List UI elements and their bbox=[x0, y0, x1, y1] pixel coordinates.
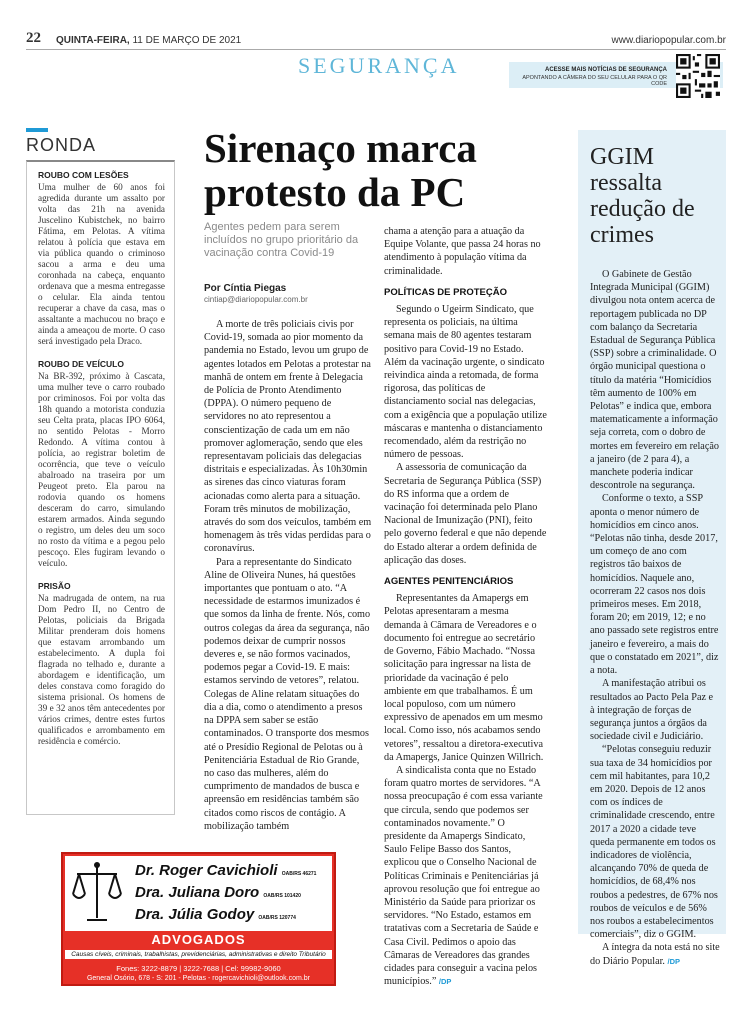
qr-code-icon[interactable] bbox=[676, 54, 720, 98]
ronda-column bbox=[26, 160, 175, 815]
qr-promo-line1: ACESSE MAIS NOTÍCIAS DE SEGURANÇA bbox=[544, 67, 667, 73]
article-paragraph: Representantes da Amapergs em Pelotas apresentaram a mesma demanda à Câmara de Vereadores e o documento foi entregue ao secretário de Governo, Fábio Machado. “Nossa solicitação para ingressar na lista de prioridade da vacinação é pelo ambiente em que trabalhamos. É um local populoso, com um número expressivo de apenados em um mesmo local. Como isso, nós acabamos sendo vetores”, ressaltou a diretora-executiva da Amapergs, Janice Quinzen Willrich. bbox=[384, 593, 544, 763]
issue-date bbox=[56, 35, 241, 46]
ad-names-panel bbox=[65, 856, 332, 931]
article-subheading: POLÍTICAS DE PROTEÇÃO bbox=[384, 286, 507, 298]
sidebar-paragraph: A manifestação atribui os resultados ao Pacto Pela Paz e à integração de forças de segurança juntos a órgãos da sociedade civil e Judiciário. bbox=[590, 678, 714, 743]
scales-of-justice-icon bbox=[71, 860, 123, 926]
ad-address: General Osório, 678 - S: 201 - Pelotas - rogercavichioli@outlook.com.br bbox=[86, 975, 311, 982]
article-paragraph: A assessoria de comunicação da Secretaria de Segurança Pública (SSP) do RS informa que a ordem de vacinação foi determinada pelo Plano Nacional de Imunização (PNI), feito pelo governo federal e que não depende do Estado alterar a ordem definida de aplicação das doses. bbox=[384, 462, 547, 566]
sidebar-signature: /DP bbox=[667, 956, 681, 966]
ronda-text: Na madrugada de ontem, na rua Dom Pedro II, no Centro de Pelotas, policiais da Brigada Militar prenderam dois homens que estavam arrombando um estabelecimento. A dupla foi flagrada no telhado e, durante a abordagem e identificação, um deles constava como foragido do sistema prisional. Os homens de 39 e 32 anos têm antecedentes por vários crimes, dentre estes furtos qualificados e arrombamento em residência e comércio. bbox=[38, 593, 165, 746]
article-paragraph: Segundo o Ugeirm Sindicato, que representa os policiais, na última semana mais de 80 agentes testaram positivo para Covid-19 no Estado. Além da vacinação urgente, o sindicato reivindica ainda a retomada, de forma rigorosa, das políticas de distanciamento social nas delegacias, com a exigência que a população utilize máscaras e mantenha o distanciamento recomendado, além da restrição no número de pessoas. bbox=[384, 304, 547, 461]
sidebar-body bbox=[590, 268, 720, 968]
article-paragraph: Para a representante do Sindicato Aline de Oliveira Nunes, há questões importantes que pontuam o ato. “A necessidade de estarmos imunizados é que somos da linha de frente. Nós, como outros colegas da área da segurança, não podemos deixar de cumprir nossos deveres e, se não formos vacinados, podemos pegar a Covid-19. E mais: estamos servindo de vetores”, relatou. Colegas de Aline relatam situações do dia a dia, como o atendimento a presos na DPPA sem saber se estão contaminados. O transporte dos mesmos até o Presídio Regional de Pelotas ou à Penitenciária Estadual de Rio Grande, no caso das mulheres, além do cumprimento de mandados de busca e apreensão em residências também são citados como riscos de contágio. A mobilização também bbox=[204, 556, 371, 832]
section-title: SEGURANÇA bbox=[298, 53, 460, 78]
ronda-heading: ROUBO DE VEÍCULO bbox=[38, 359, 124, 369]
site-url[interactable]: www.diariopopular.com.br bbox=[611, 35, 726, 46]
ggim-sidebar bbox=[578, 130, 726, 967]
lawyer-oab: OAB/RS 101420 bbox=[263, 893, 301, 899]
article-paragraph: A morte de três policiais civis por Covid-19, somada ao pior momento da pandemia no Estado, levou um grupo de agentes lotados em Pelotas a protestar na manhã de ontem em frente à Delegacia de Polícia de Pronto Atendimento (DPPA). O número pequeno de servidores no ato representou a conscientização de cada um em não promover aglomeração, sendo que eles representavam policiais das delegacias distritais e especializadas. Às 10h30min as sirenes das cinco viaturas foram acionadas como alerta para a situação. Foram três minutos de mobilização, através do som dos veículos, também em homenagem às três vidas perdidas para o coronavírus. bbox=[204, 319, 372, 555]
sidebar-paragraph: O Gabinete de Gestão Integrada Municipal (GGIM) divulgou nota ontem acerca de reportagem publicada no DP com balanço da Secretaria Estadual de Segurança Pública (SSP) sobre a criminalidade. O órgão municipal questiona o título da matéria “Homicídios têm aumento de 100% em Pelotas” e indica que, embora matematicamente a informação seja correta, com o dobro de mortes em fevereiro em relação a janeiro (de 2 para 4), a manchete poderia indicar descontrole na segurança. bbox=[590, 269, 719, 492]
ad-practice-areas: Causas cíveis, criminais, trabalhistas, previdenciárias, administrativas e direito Tributário bbox=[65, 950, 332, 959]
sidebar-paragraph: Conforme o texto, a SSP aponta o menor número de homicídios em cinco anos. “Pelotas não tinha, desde 2017, um começo de ano com registros tão baixos de homicídios. Naquele ano, ocorreram 22 casos nos dois primeiros meses. Em 2018, foram 20; em 2019, 12; e no ano passado sete registros entre janeiro e fevereiro, a mais do que o constatado em 2021”, diz a nota. bbox=[590, 493, 719, 677]
date-text: 11 DE MARÇO DE 2021 bbox=[129, 35, 242, 46]
article-paragraph: chama a atenção para a atuação da Equipe Volante, que passa 24 horas no atendimento à população vítima da criminalidade. bbox=[384, 226, 541, 277]
article-paragraph bbox=[384, 764, 547, 988]
article-signature: /DP bbox=[438, 977, 452, 987]
lawyer-oab: OAB/RS 46271 bbox=[281, 871, 317, 877]
ronda-text: Uma mulher de 60 anos foi agredida durante um assalto por volta das 21h na avenida Juscelino Kubistchek, no bairro Fátima, em Pelotas. A vítima relatou à polícia que estava em via pública quando o criminoso sacou a arma e deu uma coronhada na cabeça, enquanto ordenava que a mesma entregasse o celular. Ela ainda tentou recuperar a chave da casa, mas o assaltante a machucou no braço e ainda a ameaçou de morte. O caso será investigado pela Draco. bbox=[38, 182, 165, 346]
lawyer-name-text: Dr. Roger Cavichioli bbox=[135, 862, 278, 879]
ronda-title: RONDA bbox=[26, 135, 97, 155]
ad-phones: Fones: 3222-8879 | 3222-7688 | Cel: 99982-9060 bbox=[116, 964, 281, 973]
lawyer-name-text: Dra. Juliana Doro bbox=[135, 884, 260, 901]
author-email[interactable]: cintiap@diariopopular.com.br bbox=[204, 295, 308, 304]
lawyer-name bbox=[135, 884, 301, 901]
article-subhead: Agentes pedem para serem incluídos no grupo prioritário da vacinação contra Covid-19 bbox=[204, 221, 359, 259]
lawyer-name bbox=[135, 862, 316, 879]
law-firm-ad[interactable] bbox=[61, 852, 336, 986]
lawyer-oab: OAB/RS 120774 bbox=[258, 915, 296, 921]
article-subheading: AGENTES PENITENCIÁRIOS bbox=[384, 576, 514, 588]
page-number: 22 bbox=[26, 30, 41, 46]
article-column-2 bbox=[384, 225, 547, 988]
article-author: Por Cíntia Piegas bbox=[204, 283, 287, 294]
ronda-text: Na BR-392, próximo à Cascata, uma mulher teve o carro roubado por criminosos. Foi por volta das 18h quando a motorista conduzia seu Celta prata, placas IPO 6064, no sentido Pelotas - Morro Redondo. A vítima contou à polícia, ao registrar boletim de ocorrência, que teve o veículo abalroado na traseira por um Peugeot preto. Ela parou na rodovia quando os homens desceram do carro, simulando estarem armados. Ainda segundo o registro, um deles deu um soco no rosto da vítima e a pegou pelo pescoço. Eles fugiram levando o veículo. bbox=[38, 371, 165, 568]
lawyer-name-text: Dra. Júlia Godoy bbox=[135, 906, 255, 923]
sidebar-last-paragraph: A íntegra da nota está no site do Diário Popular. bbox=[590, 942, 720, 967]
sidebar-paragraph: “Pelotas conseguiu reduzir sua taxa de 34 homicídios por cem mil habitantes, para 10,2 em 2020. Depois de 12 anos com os índices de criminalidade crescendo, entre 2017 a 2020 a cidade teve queda permanente em todos os indicadores de violência, alcançando 70% de queda de homicídios, de 68,4% nos roubos a pedestres, de 67% nos roubos de veículos e de 56% nos roubos a estabelecimentos comerciais”, diz o GGIM. bbox=[590, 744, 718, 941]
sidebar-paragraph bbox=[590, 941, 720, 967]
article-headline: Sirenaço marca protesto da PC bbox=[204, 125, 477, 215]
weekday: QUINTA-FEIRA, bbox=[56, 35, 130, 46]
page-header bbox=[26, 32, 726, 50]
sidebar-title: GGIM ressalta redução de crimes bbox=[590, 144, 695, 248]
ronda-heading: PRISÃO bbox=[38, 581, 71, 591]
article-column-1 bbox=[204, 318, 372, 833]
ad-title: ADVOGADOS bbox=[151, 932, 246, 947]
ronda-heading: ROUBO COM LESÕES bbox=[38, 170, 129, 180]
article-last-paragraph: A sindicalista conta que no Estado foram quatro mortes de servidores. “A nossa preocupação é com essa variante que circula, sendo que podemos ser contaminados novamente.” O presidente da Amapergs Sindicato, Saulo Felipe Basso dos Santos, explicou que o Conselho Nacional de Políticas Criminais e Penitenciárias já aprovou resolução que foi entregue ao Ministério da Saúde para priorizar os servidores. “No Estado, estamos em tratativas com a Secretaria de Saúde e Casa Civil. Pedimos o apoio das Câmaras de Vereadores das grandes cidades para conseguir a vacina pelos municípios.” bbox=[384, 764, 543, 988]
lawyer-name bbox=[135, 906, 296, 923]
ronda-accent-bar bbox=[26, 128, 48, 132]
qr-promo-line2: APONTANDO A CÂMERA DO SEU CELULAR PARA O QR CODE bbox=[522, 75, 667, 87]
